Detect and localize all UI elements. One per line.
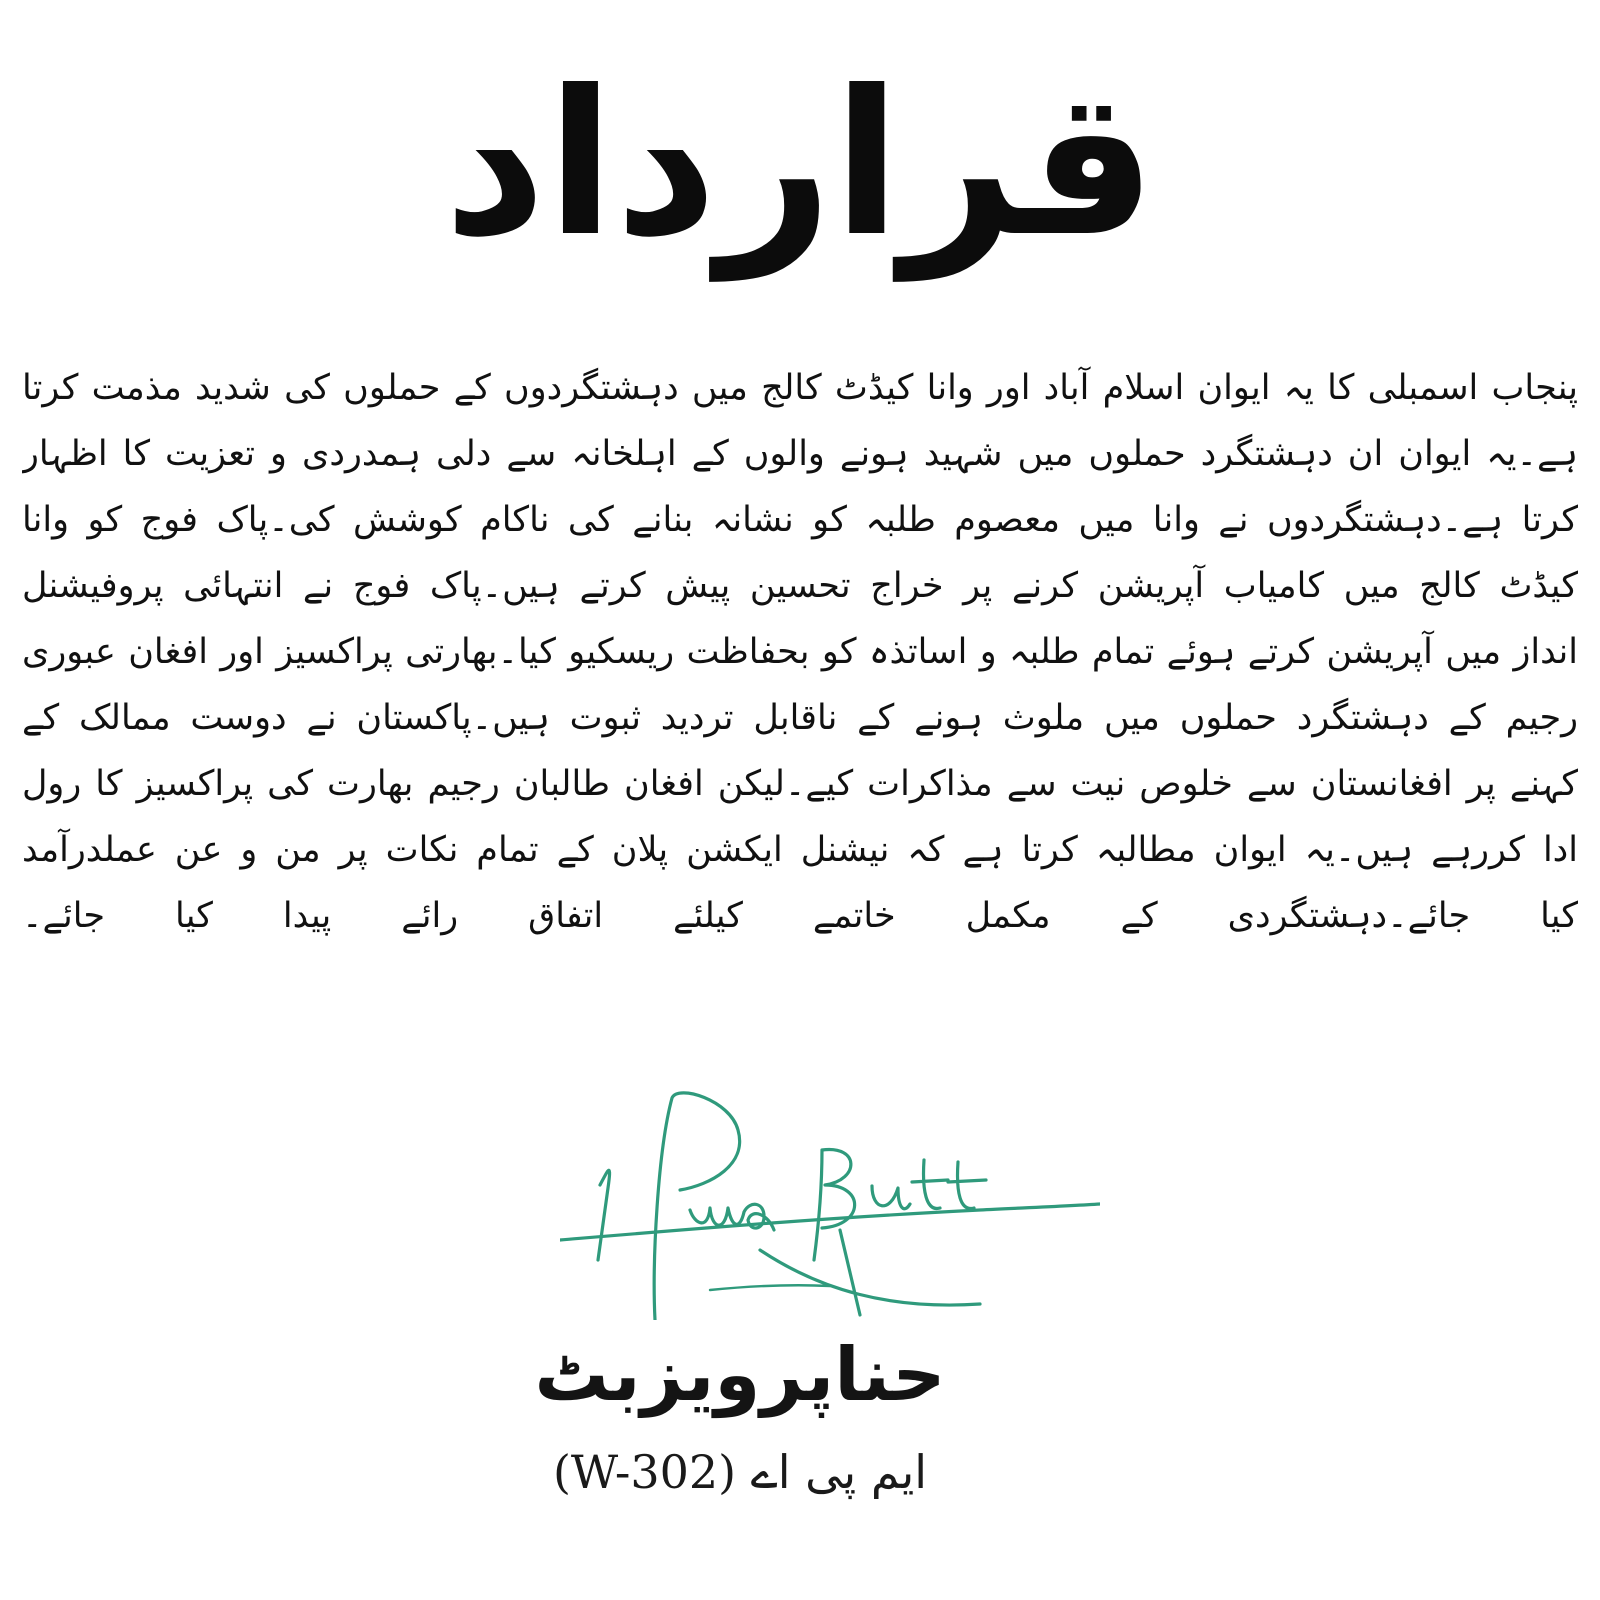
body-line: کیا جائے۔دہشتگردی کے مکمل خاتمے کیلئے اتفاق رائے پیدا کیا جائے۔ [22,896,1578,936]
document-title: قرارداد [443,48,1157,281]
body-line: انداز میں آپریشن کرتے ہوئے تمام طلبہ و اساتذہ کو بحفاظت ریسکیو کیا۔بھارتی پراکسیز اور افغان عبوری [22,632,1578,672]
signer-name: حناپرویزبٹ [534,1332,946,1418]
body-line: ادا کررہے ہیں۔یہ ایوان مطالبہ کرتا ہے کہ نیشنل ایکشن پلان کے تمام نکات پر من و عن عملدرآمد [22,830,1578,870]
body-line: کہنے پر افغانستان سے خلوص نیت سے مذاکرات کیے۔لیکن افغان طالبان رجیم بھارت کی پراکسیز کا رول [22,764,1578,804]
body-line: کرتا ہے۔دہشتگردوں نے وانا میں معصوم طلبہ کو نشانہ بنانے کی ناکام کوشش کی۔پاک فوج کو وانا [22,500,1578,540]
handwritten-signature [560,1090,1100,1320]
body-line: رجیم کے دہشتگرد حملوں میں ملوث ہونے کے ناقابل تردید ثبوت ہیں۔پاکستان نے دوست ممالک کے [22,698,1578,738]
body-line: ہے۔یہ ایوان ان دہشتگرد حملوں میں شہید ہونے والوں کے اہلخانہ سے دلی ہمدردی و تعزیت کا اظہار [22,434,1578,474]
body-line: کیڈٹ کالج میں کامیاب آپریشن کرنے پر خراج تحسین پیش کرتے ہیں۔پاک فوج نے انتہائی پروفیشنل [22,566,1578,606]
body-line: پنجاب اسمبلی کا یہ ایوان اسلام آباد اور وانا کیڈٹ کالج میں دہشتگردوں کے حملوں کی شدید مذمت کرتا [22,368,1578,408]
resolution-body [22,355,1578,949]
signer-designation: ایم پی اے (W-302) [552,1445,928,1499]
